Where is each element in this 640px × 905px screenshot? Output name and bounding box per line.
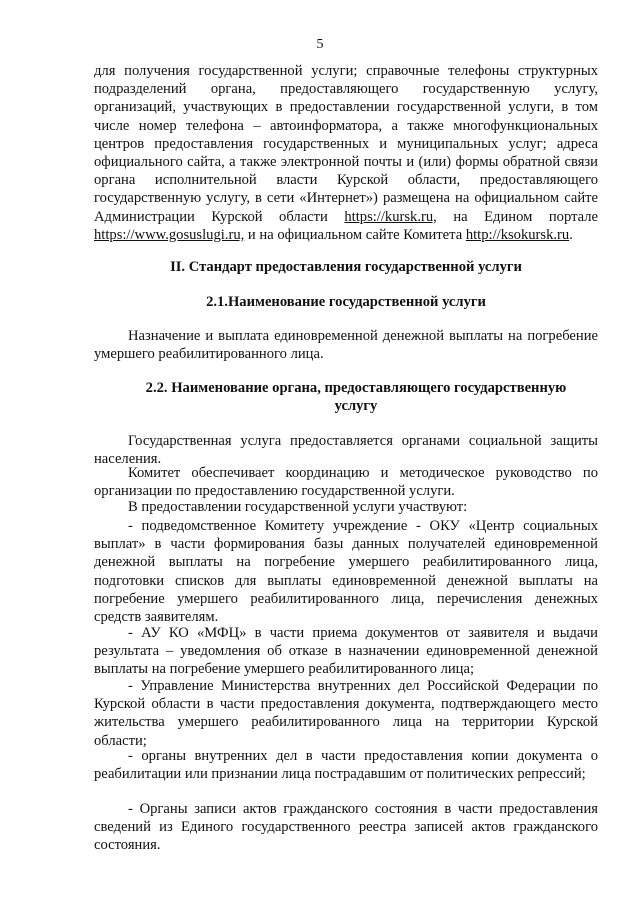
- list-item: - Органы записи актов гражданского состояния в части предоставления сведений из Единого государственного реестра записей актов гражданского состояния.: [94, 801, 598, 854]
- link-ksokursk[interactable]: http://ksokursk.ru: [465, 226, 570, 243]
- link-gosuslugi[interactable]: https://www.gosuslugi.ru,: [94, 226, 245, 243]
- intro-paragraph: [94, 62, 598, 244]
- section-title: II. Стандарт предоставления государственной услуги: [170, 259, 522, 275]
- subsection-2-1-title: 2.1.Наименование государственной услуги: [206, 294, 486, 310]
- paragraph: Комитет обеспечивает координацию и методическое руководство по организации по предоставлению государственной услуги.: [94, 465, 598, 500]
- subsection-2-1-text: Назначение и выплата единовременной денежной выплаты на погребение умершего реабилитированного лица.: [94, 328, 598, 363]
- list-item: - подведомственное Комитету учреждение - ОКУ «Центр социальных выплат» в части формирования базы данных получателей единовременной денежной выплаты на погребение умершего реабилитированного лица, подготовки списков для выплаты единовременной денежной выплаты на погребение умершего реабилитированного лица, перечисления денежных средств заявителям.: [94, 518, 598, 626]
- intro-text-1: для получения государственной услуги; справочные телефоны структурных подразделений органа, предоставляющего государственную услугу, организаций, участвующих в предоставлении государственной услуги, в том числе номер телефона – автоинформатора, а также многофункциональных центров предоставления государственных и муниципальных услуг; адреса официального сайта, а также электронной почты и (или) формы обратной связи органа исполнительной власти Курской области, предоставляющего государственную услугу, в сети «Интернет») размещена на официальном сайте Администрации Курской области: [94, 63, 598, 225]
- intro-text-4: .: [569, 226, 573, 243]
- list-item: - органы внутренних дел в части предоставления копии документа о реабилитации или признании лица пострадавшим от политических репрессий;: [94, 748, 598, 783]
- page-number: 5: [316, 37, 324, 52]
- list-item: - Управление Министерства внутренних дел Российской Федерации по Курской области в части предоставления документа, подтверждающего место жительства умершего реабилитированного лица на территории Курской области;: [94, 678, 598, 749]
- paragraph: В предоставлении государственной услуги участвуют:: [128, 499, 468, 515]
- subsection-2-2-title: 2.2. Наименование органа, предоставляющего государственную услугу: [145, 380, 567, 415]
- intro-text-2: на Едином портале: [436, 208, 598, 225]
- intro-text-3: и на официальном сайте Комитета: [244, 226, 466, 243]
- list-item: - АУ КО «МФЦ» в части приема документов от заявителя и выдачи результата – уведомления об отказе в назначении единовременной денежной выплаты на погребение умершего реабилитированного лица;: [94, 625, 598, 678]
- paragraph: Государственная услуга предоставляется органами социальной защиты населения.: [94, 433, 598, 468]
- link-kursk[interactable]: https://kursk.ru,: [344, 208, 437, 225]
